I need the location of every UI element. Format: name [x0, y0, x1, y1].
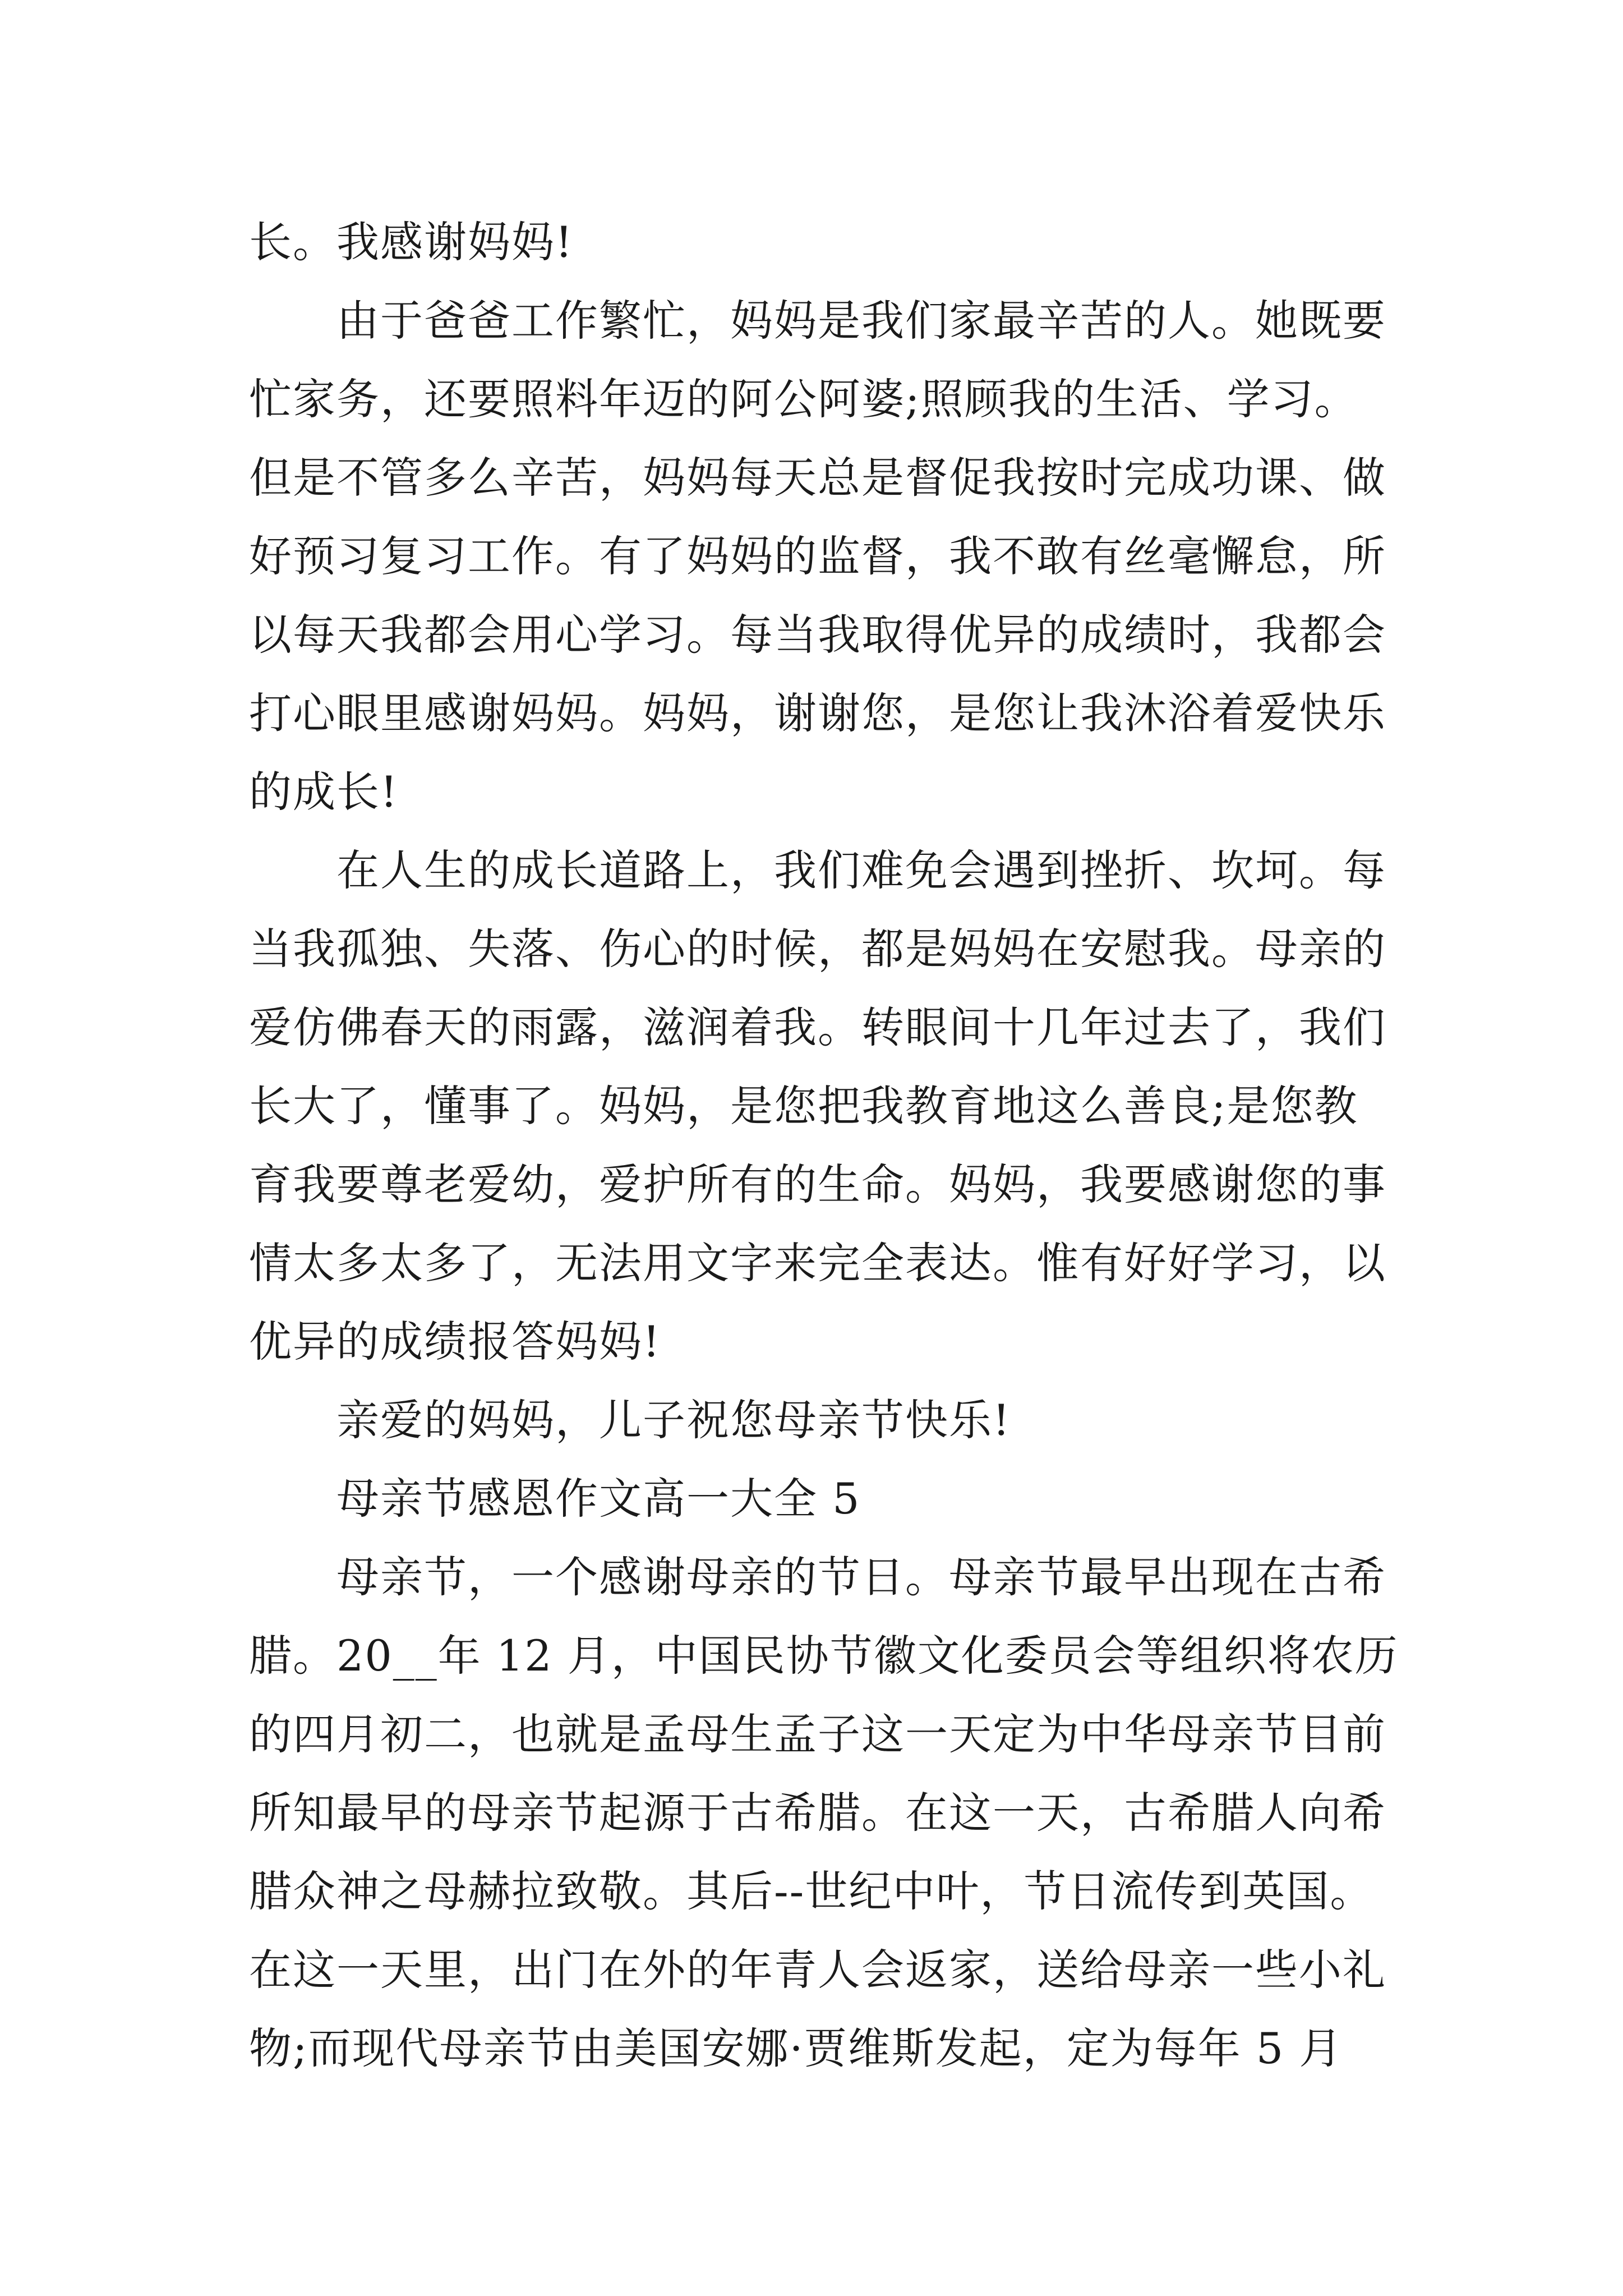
text-line: 情太多太多了，无法用文字来完全表达。惟有好好学习，以 — [249, 1238, 1386, 1288]
text-line: 育我要尊老爱幼，爱护所有的生命。妈妈，我要感谢您的事 — [249, 1159, 1386, 1209]
text-line: 腊众神之母赫拉致敬。其后--世纪中叶，节日流传到英国。 — [249, 1866, 1374, 1916]
text-line: 当我孤独、失落、伤心的时候，都是妈妈在安慰我。母亲的 — [249, 924, 1386, 974]
text-line: 长大了，懂事了。妈妈，是您把我教育地这么善良;是您教 — [249, 1081, 1358, 1131]
paragraph-start-line: 亲爱的妈妈，儿子祝您母亲节快乐! — [336, 1395, 1011, 1445]
text-line: 好预习复习工作。有了妈妈的监督，我不敢有丝毫懈怠，所 — [249, 531, 1386, 581]
text-line: 腊。20__年 12 月，中国民协节徽文化委员会等组织将农历 — [249, 1631, 1399, 1681]
paragraph-start-line: 由于爸爸工作繁忙，妈妈是我们家最辛苦的人。她既要 — [336, 296, 1386, 346]
text-line: 爱仿佛春天的雨露，滋润着我。转眼间十几年过去了，我们 — [249, 1002, 1386, 1052]
text-line: 物;而现代母亲节由美国安娜·贾维斯发起，定为每年 5 月 — [249, 2023, 1343, 2073]
text-line: 所知最早的母亲节起源于古希腊。在这一天，古希腊人向希 — [249, 1788, 1386, 1838]
text-line: 的成长! — [249, 767, 399, 817]
text-line: 在这一天里，出门在外的年青人会返家，送给母亲一些小礼 — [249, 1945, 1386, 1995]
text-line: 打心眼里感谢妈妈。妈妈，谢谢您，是您让我沐浴着爱快乐 — [249, 688, 1386, 738]
text-line: 忙家务，还要照料年迈的阿公阿婆;照顾我的生活、学习。 — [249, 374, 1358, 424]
text-line: 长。我感谢妈妈! — [249, 217, 574, 267]
text-line: 以每天我都会用心学习。每当我取得优异的成绩时，我都会 — [249, 610, 1386, 660]
section-heading: 母亲节感恩作文高一大全 5 — [336, 1474, 861, 1524]
text-line: 优异的成绩报答妈妈! — [249, 1317, 661, 1366]
paragraph-start-line: 在人生的成长道路上，我们难免会遇到挫折、坎坷。每 — [336, 845, 1386, 895]
text-line: 但是不管多么辛苦，妈妈每天总是督促我按时完成功课、做 — [249, 453, 1386, 503]
text-line: 的四月初二，也就是孟母生孟子这一天定为中华母亲节目前 — [249, 1709, 1386, 1759]
paragraph-start-line: 母亲节，一个感谢母亲的节日。母亲节最早出现在古希 — [336, 1552, 1386, 1602]
